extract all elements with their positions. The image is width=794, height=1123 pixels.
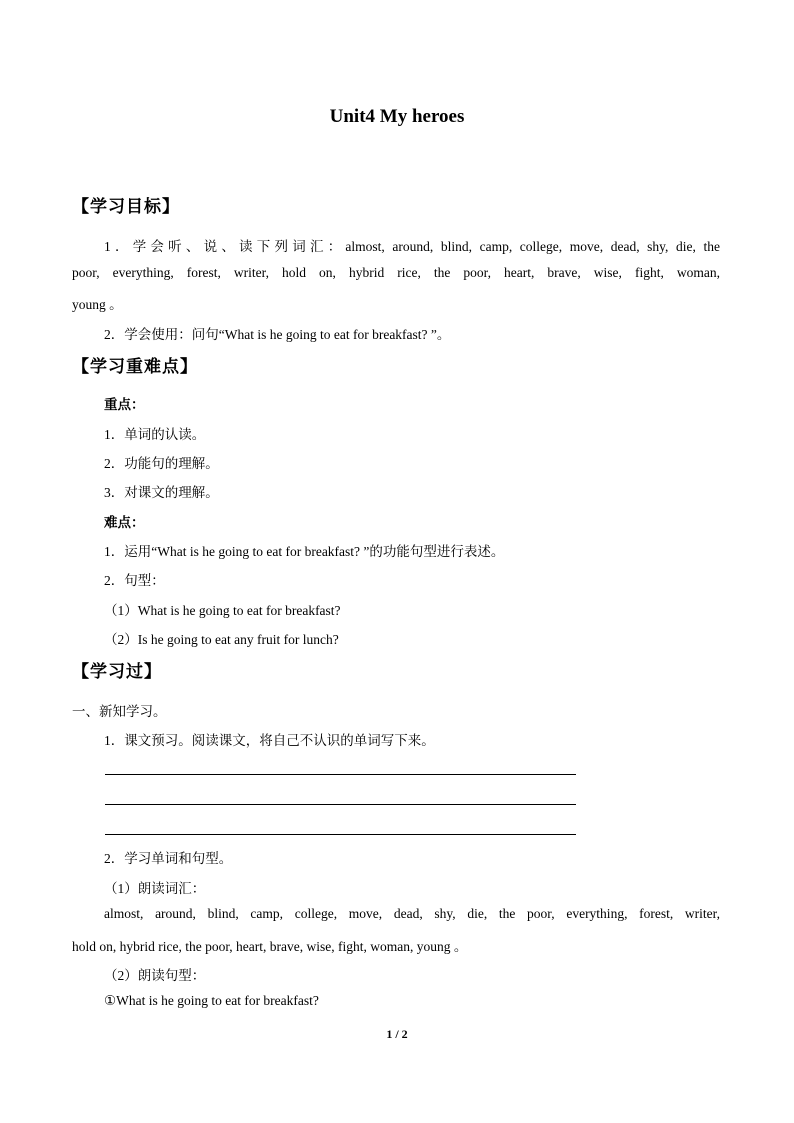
answer-line-3 <box>105 834 576 835</box>
difficult-points-label: 难点： <box>104 515 145 530</box>
vocabulary-line-1: almost, around, blind, camp, college, move, dead, shy, die, the poor, everything, forest, writer, <box>104 906 720 921</box>
process-part-1: 一、新知学习。 <box>72 704 167 719</box>
key-point-item-3: 3．对课文的理解。 <box>104 485 219 500</box>
goal-item-1-line-1: 1．学会听、说、读下列词汇：almost, around, blind, camp, college, move, dead, shy, die, the <box>104 239 720 254</box>
page-number: 1 / 2 <box>386 1027 408 1041</box>
process-step-1: 1．课文预习。阅读课文，将自己不认识的单词写下来。 <box>104 733 435 748</box>
page-title: Unit4 My heroes <box>329 106 465 127</box>
process-step-2: 2．学习单词和句型。 <box>104 851 233 866</box>
goal-item-2: 2．学会使用：问句“What is he going to eat for breakfast? ”。 <box>104 327 451 342</box>
answer-line-1 <box>105 774 576 775</box>
goal-item-1-line-2: poor, everything, forest, writer, hold on, hybrid rice, the poor, heart, brave, wise, fight, woman, <box>72 265 720 280</box>
difficult-point-item-1: 1．运用“What is he going to eat for breakfast? ”的功能句型进行表述。 <box>104 544 505 559</box>
section-heading-key-points: 【学习重难点】 <box>72 357 198 376</box>
key-point-item-1: 1．单词的认读。 <box>104 427 206 442</box>
sentence-a: ①What is he going to eat for breakfast? <box>104 993 319 1008</box>
sentence-pattern-1: （1）What is he going to eat for breakfast? <box>104 603 341 618</box>
key-points-label: 重点： <box>104 397 145 412</box>
read-words-label: （1）朗读词汇： <box>104 881 206 896</box>
vocabulary-line-2: hold on, hybrid rice, the poor, heart, brave, wise, fight, woman, young 。 <box>72 939 468 954</box>
key-point-item-2: 2．功能句的理解。 <box>104 456 219 471</box>
answer-line-2 <box>105 804 576 805</box>
sentence-pattern-2: （2）Is he going to eat any fruit for lunch? <box>104 632 339 647</box>
section-heading-goals: 【学习目标】 <box>72 197 180 216</box>
section-heading-process: 【学习过】 <box>72 662 162 681</box>
goal-item-1-line-3: young 。 <box>72 297 123 312</box>
read-sentences-label: （2）朗读句型： <box>104 968 206 983</box>
difficult-point-item-2: 2．句型： <box>104 573 165 588</box>
